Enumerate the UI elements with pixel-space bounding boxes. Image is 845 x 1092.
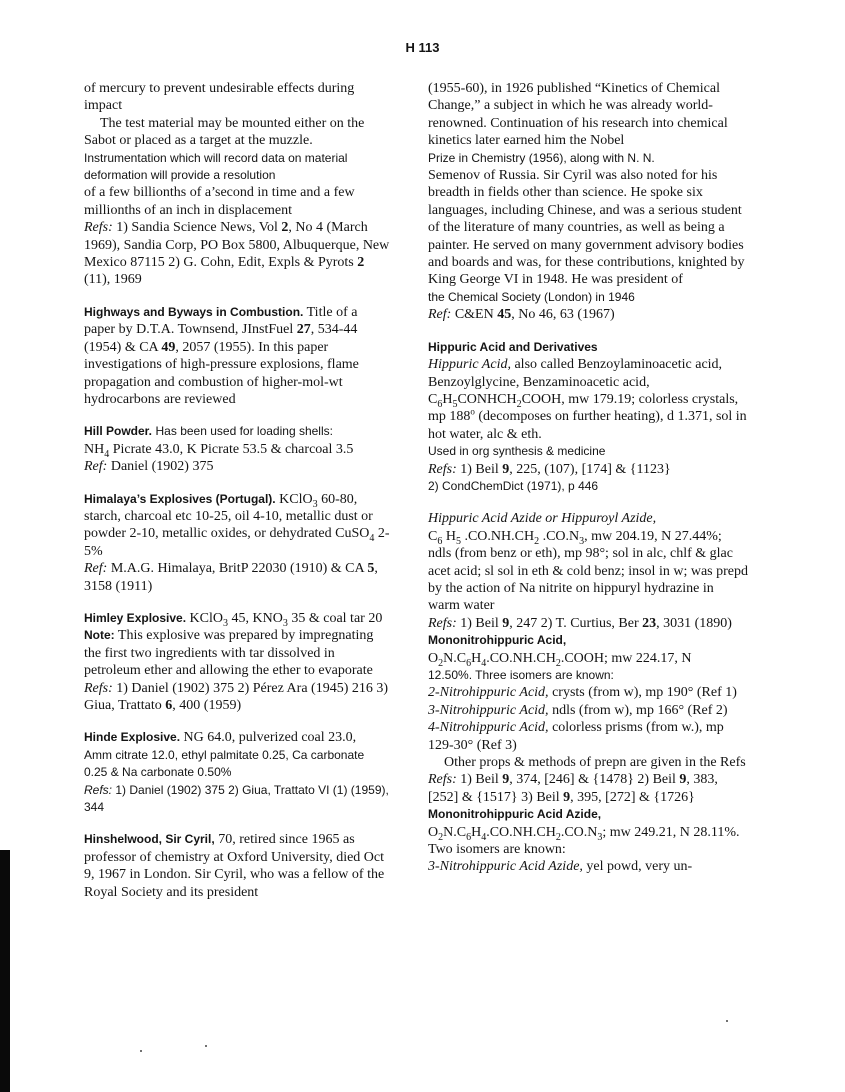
scan-speck [140, 1050, 142, 1052]
entry-mononitrohippuric-acid [428, 632, 748, 806]
paragraph: $C_6$ $H_5$ $.CO.NH.CH_2$ $.CO.N_3$, mw 204.19, N 27.44%; ndls (from benz or eth), mp 98°; sol in alc, chlf & glac acet acid; sl sol in eth & cold benz; insol in w; was prepd by the action of Na nitrite on hippuryl hydrazine in warm water [428, 528, 748, 614]
paragraph: 12.50%. Three isomers are known: [428, 668, 614, 682]
paragraph: Himley Explosive. KClO$_3$ 45, $KNO_3$ 35 & coal tar 20 [84, 610, 383, 629]
references: Refs: 1) Daniel (1902) 375 2) Pérez Ara (1945) 216 3) Giua, Trattato 6, 400 (1959) [84, 680, 389, 713]
paragraph: Semenov of Russia. Sir Cyril was also noted for his breadth in fields other than science. He spoke six languages, including Chinese, and was a serious student of the literature of many countries, as well as being a painter. He served on many government advisory bodies and boards and was, for these contributions, knighted by King George VI in 1948. He was president of [428, 168, 745, 288]
entry-heading: Hinde Explosive. [84, 730, 181, 745]
paragraph: Prize in Chemistry (1956), along with N. N. [428, 150, 655, 165]
note: Note: This explosive was prepared by impregnating the first two ingredients with tar dissolved in petroleum ether and allowing the ether to evaporate [84, 628, 374, 679]
entry-hinshelwood [84, 831, 390, 901]
section-heading: Hippuric Acid and Derivatives [428, 339, 598, 354]
paragraph: $O_2N.C_6H_4.CO.NH.CH_2.CO.N_3$; mw 249.21, N 28.11%. Two isomers are known: [428, 824, 740, 858]
entry-heading: Himalaya’s Explosives (Portugal). [84, 491, 276, 506]
references: Refs: 1) Beil 9, 374, [246] & {1478} 2) Beil 9, 383, [252] & {1517} 3) Beil 9, 395, [272] & {1726} [428, 772, 718, 805]
paragraph: 4-Nitrohippuric Acid, colorless prisms (from w.), mp 129-30° (Ref 3) [428, 720, 724, 753]
entry-heading: Mononitrohippuric Acid Azide, [428, 807, 602, 822]
references: Refs: 1) Beil 9, 247 2) T. Curtius, Ber 23, 3031 (1890) [428, 615, 732, 631]
entry-heading: Hill Powder. [84, 424, 153, 439]
paragraph: 3-Nitrohippuric Acid Azide, yel powd, very un- [428, 859, 693, 875]
references: Refs: 1) Beil 9, 225, (107), [174] & {1123} [428, 461, 671, 477]
entry-highways [84, 304, 390, 408]
entry-hippuric-azide [428, 510, 748, 632]
entry-heading: Himley Explosive. [84, 610, 187, 625]
reference: Ref: M.A.G. Himalaya, BritP 22030 (1910) & CA 5, 3158 (1911) [84, 561, 378, 594]
paragraph: The test material may be mounted either on the Sabot or placed as a target at the muzzle. [84, 115, 365, 149]
paragraph: $NH_4$ Picrate 43.0, K Picrate 53.5 & charcoal 3.5 [84, 441, 354, 460]
entry-hill-powder [84, 423, 390, 475]
paragraph: Amm citrate 12.0, ethyl palmitate 0.25, Ca carbonate 0.25 & Na carbonate 0.50% [84, 747, 365, 780]
paragraph: of mercury to prevent undesirable effects during impact [84, 81, 355, 114]
entry-himalaya [84, 491, 390, 595]
entry-mononitrohippuric-azide [428, 806, 748, 876]
references: Refs: 1) Daniel (1902) 375 2) Giua, Trattato VI (1) (1959), 344 [84, 782, 389, 815]
paragraph: of a few billionths of a’second in time and a few millionths of an inch in displacement [84, 185, 355, 218]
references: Refs: 1) Sandia Science News, Vol 2, No 4 (March 1969), Sandia Corp, PO Box 5800, Albuquerque, New Mexico 87115 2) G. Cohn, Edit, Expls & Pyrots 2 (11), 1969 [84, 220, 390, 288]
entry-hinshelwood-continued [428, 80, 748, 324]
scan-binding-edge [0, 850, 10, 1092]
paragraph: Hinshelwood, Sir Cyril, 70, retired since 1965 as professor of chemistry at Oxford University, died Oct 9, 1967 in London. Sir Cyril, who was a fellow of the Royal Society and its president [84, 832, 385, 900]
paragraph: Used in org synthesis & medicine [428, 444, 606, 459]
entry-heading: Hinshelwood, Sir Cyril, [84, 832, 215, 847]
scan-speck [205, 1045, 207, 1047]
entry-heading: Mononitrohippuric Acid, [428, 633, 567, 648]
paragraph: the Chemical Society (London) in 1946 [428, 289, 635, 304]
paragraph: Hill Powder. Has been used for loading shells: [84, 424, 333, 439]
paragraph: 3-Nitrohippuric Acid, ndls (from w), mp 166° (Ref 2) [428, 702, 728, 718]
paragraph: Himalaya’s Explosives (Portugal). KClO$_3$ 60-80, starch, charcoal etc 10-25, oil 4-10, metallic dust or powder 2-10, metallic oxides, or dehydrated CuSO$_4$ 2-5% [84, 491, 390, 559]
paragraph: Highways and Byways in Combustion. Title of a paper by D.T.A. Townsend, JInstFuel 27, 534-44 (1954) & CA 49, 2057 (1955). In this paper investigations of high-pressure explosions, flame propagation and combustion of higher-mol-wt hydrocarbons are reviewed [84, 304, 359, 407]
paragraph: Hinde Explosive. NG 64.0, pulverized coal 23.0, [84, 730, 357, 746]
reference: Ref: Daniel (1902) 375 [84, 459, 214, 475]
scan-speck [726, 1020, 728, 1022]
reference: Ref: C&EN 45, No 46, 63 (1967) [428, 307, 615, 323]
paragraph: (1955-60), in 1926 published “Kinetics of Chemical Change,” a subject in which he was already world-renowned. Continuation of his research into chemical kinetics later earned him the Nobel [428, 81, 728, 149]
paragraph: Instrumentation which will record data on material deformation will provide a resolution [84, 150, 348, 183]
left-column [84, 80, 390, 916]
entry-hinde [84, 729, 390, 816]
paragraph: 2-Nitrohippuric Acid, crysts (from w), mp 190° (Ref 1) [428, 685, 737, 701]
sabot-continuation [84, 80, 390, 289]
references: 2) CondChemDict (1971), p 446 [428, 478, 599, 493]
entry-heading: Highways and Byways in Combustion. [84, 304, 304, 319]
page-number: H 113 [405, 40, 440, 55]
paragraph: Hippuric Acid Azide or Hippuroyl Azide, [428, 511, 657, 527]
section-hippuric-acid [428, 339, 748, 496]
right-column [428, 80, 748, 876]
paragraph: $O_2N.C_6H_4.CO.NH.CH_2.COOH$; mw 224.17, N [428, 650, 692, 669]
paragraph: Other props & methods of prepn are given in the Refs [444, 755, 746, 771]
paragraph: Hippuric Acid, also called Benzoylaminoacetic acid, Benzoylglycine, Benzaminoacetic acid, $C_6H_5CONHCH_2COOH$, mw 179.19; colorless crystals, mp 188$^o$ (decomposes on further heating), d 1.371, sol in hot water, alc & eth. [428, 357, 747, 442]
entry-himley [84, 610, 390, 714]
